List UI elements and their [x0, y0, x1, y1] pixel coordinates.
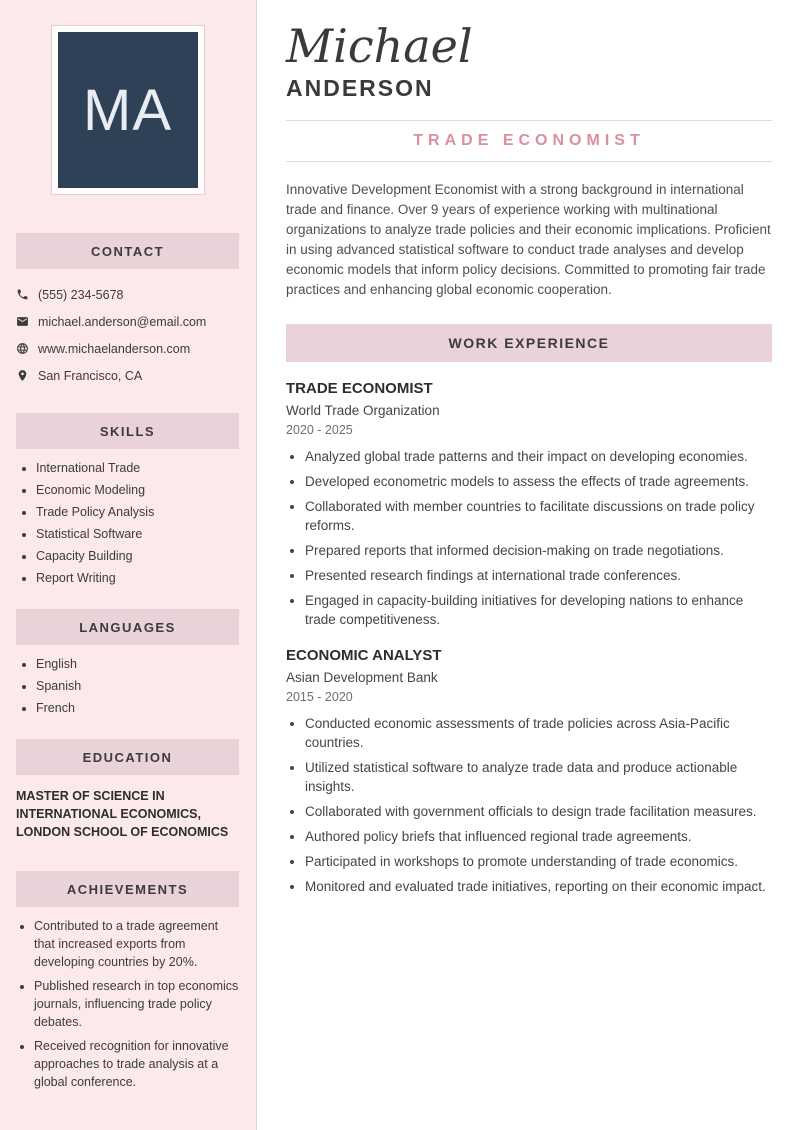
location-icon: [16, 369, 29, 382]
contact-item-location: [16, 362, 239, 389]
language-item: • Spanish: [36, 679, 239, 693]
job-bullet: • Authored policy briefs that influenced regional trade agreements.: [305, 827, 772, 846]
job-role: ECONOMIC ANALYST: [286, 646, 442, 664]
achievements-section-header: [16, 871, 239, 907]
job-bullet: • Utilized statistical software to analyze trade data and produce actionable insights.: [305, 758, 772, 796]
summary-paragraph: Innovative Development Economist with a strong background in international trade and finance. Over 9 years of experience working with multinational organizations to analyze trade policies and their economic implications. Proficient in using advanced statistical software to conduct trade analyses and develop economic models that inform policy decisions. Committed to promoting fair trade practices and enhancing global economic cooperation.: [286, 181, 771, 297]
skills-section-title: SKILLS: [99, 423, 156, 439]
job-bullets: [305, 714, 772, 896]
skill-item: • Capacity Building: [36, 549, 239, 563]
contact-item-phone: [16, 281, 239, 308]
contact-list: [16, 281, 239, 389]
achievement-item: • Published research in top economics journals, influencing trade policy debates.: [34, 977, 239, 1031]
job-bullet: • Prepared reports that informed decision-making on trade negotiations.: [305, 541, 772, 560]
contact-item-website: [16, 335, 239, 362]
languages-section-header: [16, 609, 239, 645]
job-bullet: • Conducted economic assessments of trade policies across Asia-Pacific countries.: [305, 714, 772, 752]
job-company: World Trade Organization: [286, 402, 440, 418]
contact-phone-text: (555) 234-5678: [38, 287, 124, 302]
skill-item: • Report Writing: [36, 571, 239, 585]
skill-item: • Trade Policy Analysis: [36, 505, 239, 519]
achievement-item: • Contributed to a trade agreement that increased exports from developing countries by 20%.: [34, 917, 239, 971]
skills-section-header: [16, 413, 239, 449]
job-bullet: • Monitored and evaluated trade initiatives, reporting on their economic impact.: [305, 877, 772, 896]
phone-icon: [16, 288, 29, 301]
job-role: TRADE ECONOMIST: [286, 379, 433, 397]
contact-location-text: San Francisco, CA: [38, 368, 143, 383]
skills-list: [36, 461, 239, 585]
job-company: Asian Development Bank: [286, 669, 438, 685]
job-bullet: • Developed econometric models to assess the effects of trade agreements.: [305, 472, 772, 491]
work-experience-title: WORK EXPERIENCE: [448, 334, 610, 351]
job-entry: [286, 647, 772, 896]
avatar-frame: [51, 25, 205, 195]
contact-email-text: michael.anderson@email.com: [38, 314, 207, 329]
first-name: Michael: [286, 19, 473, 73]
skill-item: • Statistical Software: [36, 527, 239, 541]
last-name: ANDERSON: [286, 74, 434, 101]
work-experience-header: [286, 324, 772, 362]
avatar-initials: MA: [83, 77, 172, 143]
education-section-title: EDUCATION: [82, 749, 173, 765]
achievements-section-title: ACHIEVEMENTS: [66, 881, 189, 897]
education-section-header: [16, 739, 239, 775]
job-bullet: • Collaborated with member countries to facilitate discussions on trade policy reforms.: [305, 497, 772, 535]
achievements-list: [34, 917, 239, 1091]
job-bullet: • Participated in workshops to promote understanding of trade economics.: [305, 852, 772, 871]
language-item: • English: [36, 657, 239, 671]
job-bullet: • Presented research findings at international trade conferences.: [305, 566, 772, 585]
avatar: [58, 32, 198, 188]
divider: [286, 120, 772, 121]
job-bullets: [305, 447, 772, 629]
language-item: • French: [36, 701, 239, 715]
contact-section-title: CONTACT: [90, 243, 165, 259]
job-dates: 2020 - 2025: [286, 422, 353, 437]
contact-section-header: [16, 233, 239, 269]
job-title-heading: TRADE ECONOMIST: [413, 131, 645, 149]
globe-icon: [16, 342, 29, 355]
contact-website-text: www.michaelanderson.com: [38, 341, 191, 356]
skill-item: • International Trade: [36, 461, 239, 475]
job-bullet: • Analyzed global trade patterns and their impact on developing economies.: [305, 447, 772, 466]
divider: [286, 161, 772, 162]
job-bullet: • Collaborated with government officials to design trade facilitation measures.: [305, 802, 772, 821]
job-bullet: • Engaged in capacity-building initiatives for developing nations to enhance trade competitiveness.: [305, 591, 772, 629]
contact-item-email: [16, 308, 239, 335]
skill-item: • Economic Modeling: [36, 483, 239, 497]
sidebar: [0, 0, 257, 1130]
main-content: [257, 0, 800, 1130]
education-degree: MASTER OF SCIENCE IN INTERNATIONAL ECONOMICS, LONDON SCHOOL OF ECONOMICS: [16, 789, 229, 839]
languages-section-title: LANGUAGES: [79, 619, 176, 635]
email-icon: [16, 315, 29, 328]
job-dates: 2015 - 2020: [286, 689, 353, 704]
languages-list: [36, 657, 239, 715]
achievement-item: • Received recognition for innovative approaches to trade analysis at a global conference.: [34, 1037, 239, 1091]
job-entry: [286, 380, 772, 629]
